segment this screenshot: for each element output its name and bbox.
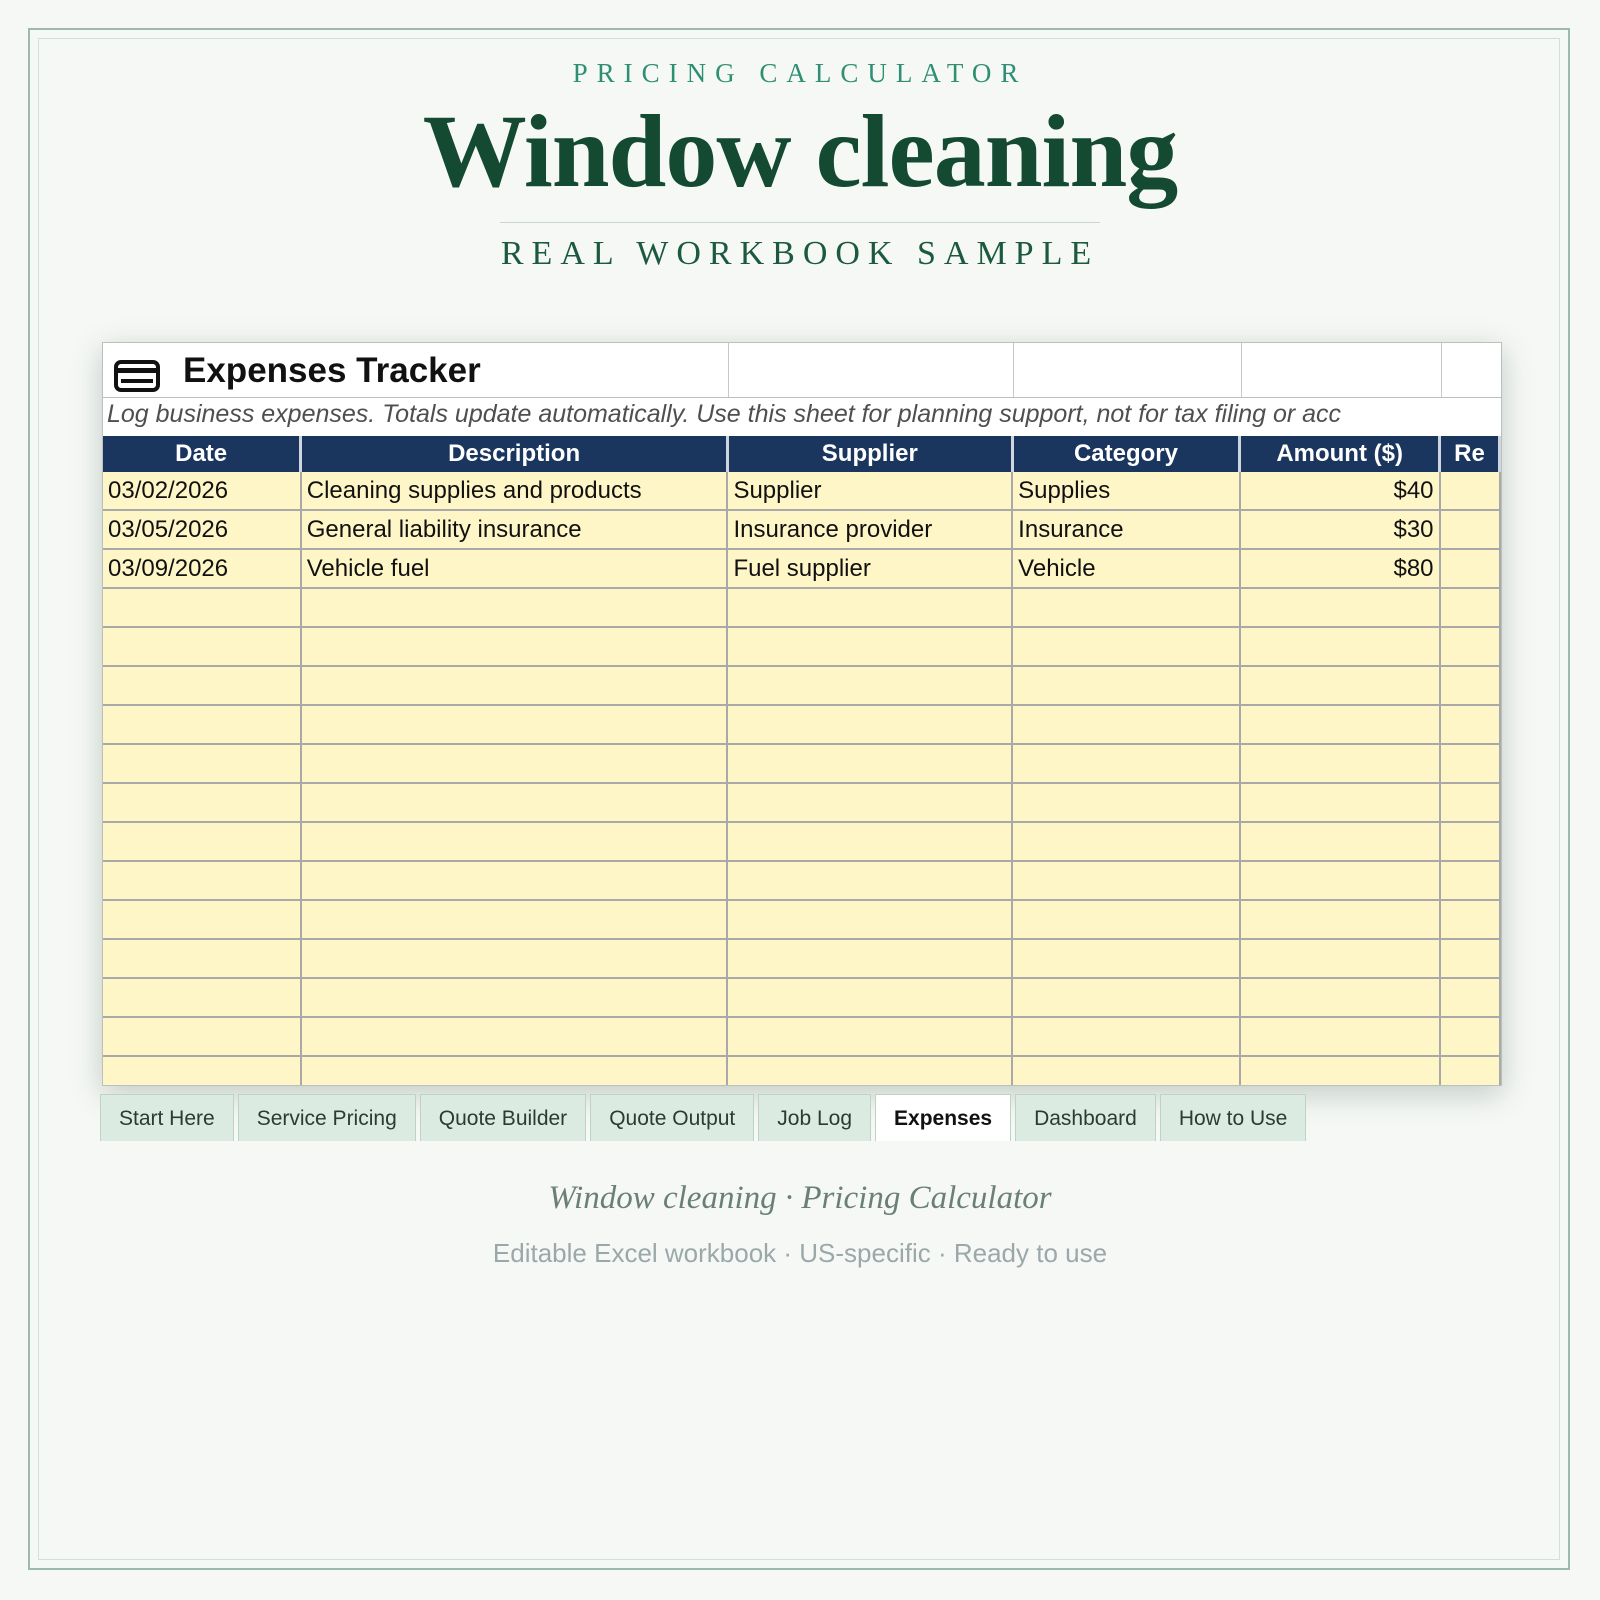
table-cell[interactable] <box>103 939 301 978</box>
table-cell[interactable] <box>1012 744 1240 783</box>
table-cell[interactable]: Supplier <box>727 472 1012 510</box>
spreadsheet-window <box>102 342 1502 1086</box>
footer-caption: Window cleaning · Pricing Calculator <box>548 1180 1052 1216</box>
table-cell[interactable] <box>1240 783 1440 822</box>
table-cell[interactable] <box>301 744 728 783</box>
table-cell[interactable] <box>103 705 301 744</box>
table-row <box>103 939 1500 978</box>
table-cell[interactable] <box>727 1017 1012 1056</box>
table-cell[interactable] <box>1440 705 1500 744</box>
table-cell[interactable] <box>301 666 728 705</box>
table-row <box>103 627 1500 666</box>
table-cell[interactable] <box>1240 744 1440 783</box>
table-row <box>103 1017 1500 1056</box>
sheet-tab[interactable]: Job Log <box>758 1094 871 1141</box>
table-cell[interactable] <box>1240 1056 1440 1086</box>
sheet-tab[interactable]: Start Here <box>100 1094 234 1141</box>
sheet-tabs <box>100 1094 1310 1142</box>
page-title: Window cleaning <box>422 94 1178 209</box>
table-cell[interactable] <box>1440 861 1500 900</box>
table-cell[interactable] <box>1012 783 1240 822</box>
footer-details: Editable Excel workbook · US-specific · Ready to use <box>492 1238 1108 1268</box>
table-row <box>103 1056 1500 1086</box>
table-cell[interactable] <box>1440 1017 1500 1056</box>
table-cell[interactable] <box>103 1056 301 1086</box>
table-row <box>103 783 1500 822</box>
table-cell[interactable] <box>727 666 1012 705</box>
table-cell[interactable]: $30 <box>1240 510 1440 549</box>
sheet-title: Expenses Tracker <box>183 351 481 390</box>
table-cell[interactable] <box>1012 705 1240 744</box>
table-cell[interactable]: General liability insurance <box>301 510 728 549</box>
table-cell[interactable] <box>103 627 301 666</box>
table-cell[interactable] <box>1440 510 1500 549</box>
table-cell[interactable] <box>1440 588 1500 627</box>
table-cell[interactable]: Insurance provider <box>727 510 1012 549</box>
table-cell[interactable] <box>1012 939 1240 978</box>
column-header[interactable]: Supplier <box>727 436 1012 472</box>
table-row <box>103 588 1500 627</box>
table-cell[interactable] <box>301 861 728 900</box>
column-header[interactable]: Category <box>1012 436 1240 472</box>
title-divider <box>500 222 1100 223</box>
table-cell[interactable] <box>727 978 1012 1017</box>
table-cell[interactable] <box>301 939 728 978</box>
table-cell[interactable]: Fuel supplier <box>727 549 1012 588</box>
table-cell[interactable] <box>103 1017 301 1056</box>
eyebrow-label: PRICING CALCULATOR <box>572 58 1028 88</box>
table-cell[interactable] <box>103 744 301 783</box>
table-cell[interactable] <box>1012 861 1240 900</box>
sheet-title-row <box>103 343 1501 398</box>
table-cell[interactable] <box>1240 822 1440 861</box>
table-cell[interactable] <box>1240 1017 1440 1056</box>
sheet-tab[interactable]: How to Use <box>1160 1094 1307 1141</box>
table-cell[interactable] <box>1440 666 1500 705</box>
table-cell[interactable] <box>727 939 1012 978</box>
table-cell[interactable]: 03/05/2026 <box>103 510 301 549</box>
table-cell[interactable] <box>1240 861 1440 900</box>
sheet-note: Log business expenses. Totals update automatically. Use this sheet for planning support, not for tax filing or acc <box>107 400 1342 428</box>
sheet-tab[interactable]: Expenses <box>875 1094 1011 1141</box>
table-cell[interactable] <box>1440 549 1500 588</box>
table-row <box>103 510 1500 549</box>
table-cell[interactable] <box>1012 588 1240 627</box>
table-cell[interactable] <box>727 822 1012 861</box>
table-row <box>103 861 1500 900</box>
table-row <box>103 900 1500 939</box>
table-cell[interactable] <box>301 900 728 939</box>
table-cell[interactable] <box>1440 822 1500 861</box>
sheet-tab[interactable]: Dashboard <box>1015 1094 1156 1141</box>
table-cell[interactable]: Vehicle <box>1012 549 1240 588</box>
sheet-tab[interactable]: Quote Builder <box>420 1094 586 1141</box>
credit-card-icon <box>114 360 160 397</box>
sheet-tab[interactable]: Quote Output <box>590 1094 754 1141</box>
table-cell[interactable] <box>301 705 728 744</box>
table-cell[interactable] <box>103 588 301 627</box>
table-cell[interactable]: $40 <box>1240 472 1440 510</box>
page-subtitle: REAL WORKBOOK SAMPLE <box>500 235 1100 272</box>
table-cell[interactable] <box>301 978 728 1017</box>
table-cell[interactable]: $80 <box>1240 549 1440 588</box>
sheet-tab[interactable]: Service Pricing <box>238 1094 416 1141</box>
column-header[interactable]: Date <box>103 436 301 472</box>
title-row-divider <box>728 343 729 397</box>
table-row <box>103 744 1500 783</box>
table-row <box>103 472 1500 510</box>
expenses-table <box>103 436 1501 1086</box>
table-cell[interactable] <box>727 744 1012 783</box>
title-row-divider <box>1241 343 1242 397</box>
table-cell[interactable] <box>301 1056 728 1086</box>
table-cell[interactable]: 03/02/2026 <box>103 472 301 510</box>
table-cell[interactable] <box>103 978 301 1017</box>
table-cell[interactable] <box>301 783 728 822</box>
table-cell[interactable] <box>1012 1056 1240 1086</box>
table-row <box>103 666 1500 705</box>
table-cell[interactable] <box>1440 472 1500 510</box>
table-cell[interactable] <box>727 627 1012 666</box>
table-cell[interactable]: 03/09/2026 <box>103 549 301 588</box>
table-cell[interactable] <box>1240 627 1440 666</box>
table-row <box>103 978 1500 1017</box>
table-cell[interactable] <box>1440 744 1500 783</box>
table-cell[interactable] <box>103 666 301 705</box>
table-cell[interactable] <box>727 588 1012 627</box>
table-row <box>103 822 1500 861</box>
table-cell[interactable] <box>1240 978 1440 1017</box>
table-cell[interactable] <box>1012 1017 1240 1056</box>
table-row <box>103 549 1500 588</box>
table-cell[interactable] <box>301 588 728 627</box>
title-row-divider <box>1013 343 1014 397</box>
table-cell[interactable]: Cleaning supplies and products <box>301 472 728 510</box>
table-cell[interactable] <box>103 900 301 939</box>
table-cell[interactable] <box>727 900 1012 939</box>
table-cell[interactable] <box>103 861 301 900</box>
column-header[interactable]: Re <box>1440 436 1500 472</box>
table-cell[interactable] <box>103 783 301 822</box>
table-cell[interactable] <box>1240 705 1440 744</box>
table-cell[interactable] <box>727 1056 1012 1086</box>
table-cell[interactable] <box>1440 1056 1500 1086</box>
table-cell[interactable]: Vehicle fuel <box>301 549 728 588</box>
column-header[interactable]: Description <box>301 436 728 472</box>
table-cell[interactable] <box>1012 822 1240 861</box>
table-cell[interactable] <box>1240 900 1440 939</box>
table-cell[interactable] <box>1012 900 1240 939</box>
table-cell[interactable] <box>1440 978 1500 1017</box>
table-row <box>103 705 1500 744</box>
table-cell[interactable] <box>301 1017 728 1056</box>
table-cell[interactable] <box>1240 588 1440 627</box>
column-header[interactable]: Amount ($) <box>1240 436 1440 472</box>
table-cell[interactable] <box>1240 666 1440 705</box>
table-cell[interactable] <box>1012 666 1240 705</box>
table-cell[interactable] <box>1012 627 1240 666</box>
table-cell[interactable] <box>1440 900 1500 939</box>
table-header-row <box>103 436 1500 472</box>
table-cell[interactable] <box>1440 627 1500 666</box>
table-cell[interactable] <box>301 627 728 666</box>
table-cell[interactable] <box>103 822 301 861</box>
table-cell[interactable] <box>727 705 1012 744</box>
table-body <box>103 472 1500 1086</box>
table-cell[interactable] <box>727 861 1012 900</box>
table-cell[interactable]: Supplies <box>1012 472 1240 510</box>
title-row-divider <box>1441 343 1442 397</box>
table-cell[interactable]: Insurance <box>1012 510 1240 549</box>
table-cell[interactable] <box>1012 978 1240 1017</box>
table-cell[interactable] <box>727 783 1012 822</box>
table-cell[interactable] <box>1240 939 1440 978</box>
table-cell[interactable] <box>1440 939 1500 978</box>
table-cell[interactable] <box>1440 783 1500 822</box>
table-cell[interactable] <box>301 822 728 861</box>
